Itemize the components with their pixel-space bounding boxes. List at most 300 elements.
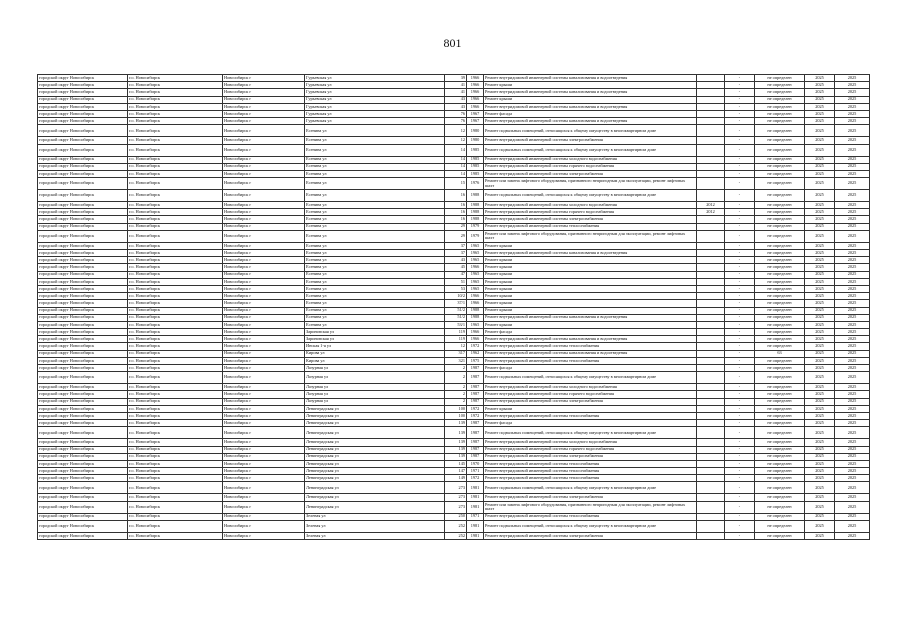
build-year-cell: 1970 <box>467 460 484 467</box>
district-cell: городской округ Новосибирск <box>38 453 128 460</box>
house-number-cell: 12 <box>445 343 467 350</box>
dash-cell: - <box>725 190 755 202</box>
plan-start-year-cell: 2025 <box>805 439 835 446</box>
settlement-cell: г.о. Новосибирск <box>128 391 223 398</box>
plan-start-year-cell: 2025 <box>805 357 835 364</box>
plan-start-year-cell: 2025 <box>805 482 835 494</box>
plan-end-year-cell: 2025 <box>835 223 870 230</box>
plan-start-year-cell: 2025 <box>805 501 835 513</box>
work-type-cell: Ремонт внутридомовой инженерной системы холодного водоснабжения <box>484 202 697 209</box>
house-number-cell: 147 <box>445 468 467 475</box>
plan-end-year-cell: 2025 <box>835 343 870 350</box>
city-cell: Новосибирск г <box>223 96 305 103</box>
capital-repair-table <box>37 74 870 540</box>
house-number-cell: 2 <box>445 372 467 384</box>
status-cell: не определен <box>755 202 805 209</box>
plan-end-year-cell: 2025 <box>835 482 870 494</box>
street-cell: Ленинградская ул <box>305 468 445 475</box>
table-row <box>38 321 870 328</box>
last-repair-year-cell <box>697 314 725 321</box>
district-cell: городской округ Новосибирск <box>38 307 128 314</box>
status-cell: не определен <box>755 257 805 264</box>
last-repair-year-cell <box>697 520 725 532</box>
table-row <box>38 125 870 137</box>
plan-start-year-cell: 2025 <box>805 475 835 482</box>
dash-cell: - <box>725 336 755 343</box>
table-row <box>38 307 870 314</box>
district-cell: городской округ Новосибирск <box>38 278 128 285</box>
house-number-cell: 252 <box>445 520 467 532</box>
street-cell: Зеленая ул <box>305 513 445 520</box>
status-cell: не определен <box>755 412 805 419</box>
street-cell: Есенина ул <box>305 170 445 177</box>
street-cell: Есенина ул <box>305 250 445 257</box>
plan-start-year-cell: 2025 <box>805 307 835 314</box>
city-cell: Новосибирск г <box>223 384 305 391</box>
work-type-cell: Ремонт крыши <box>484 300 697 307</box>
plan-end-year-cell: 2025 <box>835 427 870 439</box>
dash-cell: - <box>725 453 755 460</box>
last-repair-year-cell <box>697 223 725 230</box>
build-year-cell: 1987 <box>467 384 484 391</box>
build-year-cell: 1966 <box>467 293 484 300</box>
dash-cell: - <box>725 293 755 300</box>
plan-end-year-cell: 2025 <box>835 216 870 223</box>
settlement-cell: г.о. Новосибирск <box>128 501 223 513</box>
last-repair-year-cell <box>697 118 725 125</box>
build-year-cell: 1987 <box>467 420 484 427</box>
table-row <box>38 163 870 170</box>
last-repair-year-cell <box>697 285 725 292</box>
district-cell: городской округ Новосибирск <box>38 329 128 336</box>
work-type-cell: Ремонт крыши <box>484 405 697 412</box>
settlement-cell: г.о. Новосибирск <box>128 384 223 391</box>
last-repair-year-cell <box>697 178 725 190</box>
dash-cell: - <box>725 156 755 163</box>
district-cell: городской округ Новосибирск <box>38 137 128 144</box>
street-cell: Лазурная ул <box>305 391 445 398</box>
build-year-cell: 1966 <box>467 329 484 336</box>
plan-start-year-cell: 2025 <box>805 446 835 453</box>
settlement-cell: г.о. Новосибирск <box>128 460 223 467</box>
status-cell: не определен <box>755 190 805 202</box>
plan-start-year-cell: 2025 <box>805 156 835 163</box>
last-repair-year-cell <box>697 190 725 202</box>
city-cell: Новосибирск г <box>223 118 305 125</box>
city-cell: Новосибирск г <box>223 494 305 501</box>
city-cell: Новосибирск г <box>223 216 305 223</box>
city-cell: Новосибирск г <box>223 314 305 321</box>
build-year-cell: 1972 <box>467 343 484 350</box>
district-cell: городской округ Новосибирск <box>38 202 128 209</box>
city-cell: Новосибирск г <box>223 242 305 249</box>
work-type-cell: Ремонт внутридомовой инженерной системы канализования и водоотведения <box>484 250 697 257</box>
status-cell: не определен <box>755 321 805 328</box>
plan-start-year-cell: 2025 <box>805 420 835 427</box>
dash-cell: - <box>725 250 755 257</box>
settlement-cell: г.о. Новосибирск <box>128 372 223 384</box>
build-year-cell: 1979 <box>467 230 484 242</box>
district-cell: городской округ Новосибирск <box>38 482 128 494</box>
district-cell: городской округ Новосибирск <box>38 293 128 300</box>
last-repair-year-cell <box>697 384 725 391</box>
district-cell: городской округ Новосибирск <box>38 96 128 103</box>
table-row <box>38 329 870 336</box>
house-number-cell: 2 <box>445 365 467 372</box>
plan-start-year-cell: 2025 <box>805 144 835 156</box>
settlement-cell: г.о. Новосибирск <box>128 453 223 460</box>
street-cell: Кирова ул <box>305 357 445 364</box>
table-row <box>38 223 870 230</box>
status-cell: не определен <box>755 103 805 110</box>
table-row <box>38 242 870 249</box>
last-repair-year-cell <box>697 372 725 384</box>
work-type-cell: Ремонт внутридомовой инженерной системы горячего водоснабжения <box>484 209 697 216</box>
last-repair-year-cell <box>697 336 725 343</box>
status-cell: не определен <box>755 475 805 482</box>
status-cell: не определен <box>755 372 805 384</box>
district-cell: городской округ Новосибирск <box>38 300 128 307</box>
status-cell: не определен <box>755 336 805 343</box>
street-cell: Ленинградская ул <box>305 453 445 460</box>
plan-end-year-cell: 2025 <box>835 82 870 89</box>
table-row <box>38 513 870 520</box>
dash-cell: - <box>725 209 755 216</box>
settlement-cell: г.о. Новосибирск <box>128 285 223 292</box>
settlement-cell: г.о. Новосибирск <box>128 350 223 357</box>
dash-cell: - <box>725 532 755 539</box>
house-number-cell: 2 <box>445 398 467 405</box>
district-cell: городской округ Новосибирск <box>38 285 128 292</box>
street-cell: Есенина ул <box>305 242 445 249</box>
status-cell: не определен <box>755 242 805 249</box>
district-cell: городской округ Новосибирск <box>38 427 128 439</box>
table-row <box>38 170 870 177</box>
settlement-cell: г.о. Новосибирск <box>128 405 223 412</box>
build-year-cell: 1976 <box>467 178 484 190</box>
city-cell: Новосибирск г <box>223 329 305 336</box>
status-cell: не определен <box>755 82 805 89</box>
capital-repair-table-container <box>37 74 869 540</box>
last-repair-year-cell <box>697 501 725 513</box>
district-cell: городской округ Новосибирск <box>38 446 128 453</box>
dash-cell: - <box>725 264 755 271</box>
status-cell: не определен <box>755 446 805 453</box>
table-row <box>38 230 870 242</box>
city-cell: Новосибирск г <box>223 178 305 190</box>
dash-cell: - <box>725 350 755 357</box>
dash-cell: - <box>725 170 755 177</box>
plan-end-year-cell: 2025 <box>835 420 870 427</box>
street-cell: Ленинградская ул <box>305 501 445 513</box>
house-number-cell: 16 <box>445 202 467 209</box>
settlement-cell: г.о. Новосибирск <box>128 446 223 453</box>
house-number-cell: 43 <box>445 257 467 264</box>
plan-start-year-cell: 2025 <box>805 278 835 285</box>
status-cell: не определен <box>755 223 805 230</box>
settlement-cell: г.о. Новосибирск <box>128 532 223 539</box>
table-row <box>38 501 870 513</box>
work-type-cell: Ремонт фасада <box>484 365 697 372</box>
work-type-cell: Ремонт внутридомовой инженерной системы теплоснабжения <box>484 357 697 364</box>
table-row <box>38 446 870 453</box>
build-year-cell: 1988 <box>467 202 484 209</box>
last-repair-year-cell <box>697 242 725 249</box>
build-year-cell: 1985 <box>467 156 484 163</box>
status-cell: не определен <box>755 125 805 137</box>
city-cell: Новосибирск г <box>223 398 305 405</box>
street-cell: Гурьевская ул <box>305 103 445 110</box>
status-cell: не определен <box>755 156 805 163</box>
street-cell: Ленинградская ул <box>305 494 445 501</box>
settlement-cell: г.о. Новосибирск <box>128 223 223 230</box>
district-cell: городской округ Новосибирск <box>38 209 128 216</box>
settlement-cell: г.о. Новосибирск <box>128 513 223 520</box>
plan-end-year-cell: 2025 <box>835 475 870 482</box>
work-type-cell: Ремонт крыши <box>484 307 697 314</box>
district-cell: городской округ Новосибирск <box>38 271 128 278</box>
dash-cell: - <box>725 96 755 103</box>
plan-end-year-cell: 2025 <box>835 118 870 125</box>
last-repair-year-cell <box>697 350 725 357</box>
settlement-cell: г.о. Новосибирск <box>128 365 223 372</box>
city-cell: Новосибирск г <box>223 190 305 202</box>
street-cell: Ленинградская ул <box>305 427 445 439</box>
settlement-cell: г.о. Новосибирск <box>128 125 223 137</box>
status-cell: не определен <box>755 427 805 439</box>
status-cell: не определен <box>755 420 805 427</box>
table-row <box>38 372 870 384</box>
city-cell: Новосибирск г <box>223 365 305 372</box>
build-year-cell: 1987 <box>467 391 484 398</box>
last-repair-year-cell <box>697 96 725 103</box>
work-type-cell: Ремонт внутридомовой инженерной системы горячего водоснабжения <box>484 446 697 453</box>
last-repair-year-cell <box>697 216 725 223</box>
last-repair-year-cell: 2012 <box>697 209 725 216</box>
street-cell: Есенина ул <box>305 178 445 190</box>
plan-end-year-cell: 2025 <box>835 137 870 144</box>
work-type-cell: Ремонт внутридомовой инженерной системы теплоснабжения <box>484 468 697 475</box>
settlement-cell: г.о. Новосибирск <box>128 278 223 285</box>
dash-cell: - <box>725 314 755 321</box>
build-year-cell: 1980 <box>467 125 484 137</box>
status-cell: не определен <box>755 343 805 350</box>
city-cell: Новосибирск г <box>223 372 305 384</box>
work-type-cell: Ремонт внутридомовой инженерной системы холодного водоснабжения <box>484 156 697 163</box>
build-year-cell: 1972 <box>467 475 484 482</box>
street-cell: Есенина ул <box>305 190 445 202</box>
plan-start-year-cell: 2025 <box>805 271 835 278</box>
status-cell: не определен <box>755 271 805 278</box>
work-type-cell: Ремонт внутридомовой инженерной системы канализования и водоотведения <box>484 75 697 82</box>
settlement-cell: г.о. Новосибирск <box>128 271 223 278</box>
last-repair-year-cell <box>697 125 725 137</box>
build-year-cell: 1966 <box>467 103 484 110</box>
street-cell: Ленинградская ул <box>305 439 445 446</box>
house-number-cell: 37 <box>445 242 467 249</box>
house-number-cell: 119 <box>445 336 467 343</box>
build-year-cell: 1972 <box>467 405 484 412</box>
district-cell: городской округ Новосибирск <box>38 405 128 412</box>
plan-end-year-cell: 2025 <box>835 365 870 372</box>
house-number-cell: 45 <box>445 264 467 271</box>
street-cell: Есенина ул <box>305 285 445 292</box>
work-type-cell: Ремонт внутридомовой инженерной системы холодного водоснабжения <box>484 439 697 446</box>
house-number-cell: 139 <box>445 427 467 439</box>
work-type-cell: Ремонт или замена лифтового оборудования, признанного непригодным для эксплуатации, ремонт лифтовых шахт <box>484 230 697 242</box>
work-type-cell: Ремонт внутридомовой инженерной системы канализования и водоотведения <box>484 336 697 343</box>
plan-start-year-cell: 2025 <box>805 89 835 96</box>
plan-end-year-cell: 2025 <box>835 501 870 513</box>
house-number-cell: 37 <box>445 250 467 257</box>
plan-end-year-cell: 2025 <box>835 357 870 364</box>
work-type-cell: Ремонт подвальных помещений, относящихся к общему имуществу в многоквартирном доме <box>484 372 697 384</box>
plan-end-year-cell: 2025 <box>835 250 870 257</box>
status-cell: не определен <box>755 118 805 125</box>
last-repair-year-cell <box>697 357 725 364</box>
work-type-cell: Ремонт внутридомовой инженерной системы холодного водоснабжения <box>484 384 697 391</box>
status-cell: не определен <box>755 216 805 223</box>
plan-end-year-cell: 2025 <box>835 230 870 242</box>
district-cell: городской округ Новосибирск <box>38 314 128 321</box>
district-cell: городской округ Новосибирск <box>38 439 128 446</box>
plan-end-year-cell: 2025 <box>835 163 870 170</box>
dash-cell: - <box>725 300 755 307</box>
district-cell: городской округ Новосибирск <box>38 264 128 271</box>
house-number-cell: 10/2 <box>445 293 467 300</box>
table-row <box>38 293 870 300</box>
city-cell: Новосибирск г <box>223 520 305 532</box>
house-number-cell: 29 <box>445 230 467 242</box>
plan-end-year-cell: 2025 <box>835 125 870 137</box>
work-type-cell: Ремонт внутридомовой инженерной системы теплоснабжения <box>484 412 697 419</box>
house-number-cell: 16 <box>445 216 467 223</box>
city-cell: Новосибирск г <box>223 343 305 350</box>
city-cell: Новосибирск г <box>223 513 305 520</box>
settlement-cell: г.о. Новосибирск <box>128 357 223 364</box>
dash-cell: - <box>725 75 755 82</box>
settlement-cell: г.о. Новосибирск <box>128 250 223 257</box>
table-row <box>38 278 870 285</box>
city-cell: Новосибирск г <box>223 163 305 170</box>
work-type-cell: Ремонт крыши <box>484 96 697 103</box>
last-repair-year-cell <box>697 427 725 439</box>
plan-end-year-cell: 2025 <box>835 257 870 264</box>
table-row <box>38 285 870 292</box>
plan-start-year-cell: 2025 <box>805 453 835 460</box>
last-repair-year-cell <box>697 103 725 110</box>
build-year-cell: 1988 <box>467 314 484 321</box>
district-cell: городской округ Новосибирск <box>38 343 128 350</box>
city-cell: Новосибирск г <box>223 257 305 264</box>
city-cell: Новосибирск г <box>223 357 305 364</box>
street-cell: Есенина ул <box>305 321 445 328</box>
city-cell: Новосибирск г <box>223 271 305 278</box>
dash-cell: - <box>725 427 755 439</box>
table-row <box>38 468 870 475</box>
settlement-cell: г.о. Новосибирск <box>128 482 223 494</box>
dash-cell: - <box>725 89 755 96</box>
build-year-cell: 1987 <box>467 453 484 460</box>
build-year-cell: 1980 <box>467 137 484 144</box>
dash-cell: - <box>725 163 755 170</box>
house-number-cell: 51 <box>445 278 467 285</box>
city-cell: Новосибирск г <box>223 89 305 96</box>
dash-cell: - <box>725 475 755 482</box>
plan-start-year-cell: 2025 <box>805 170 835 177</box>
district-cell: городской округ Новосибирск <box>38 460 128 467</box>
house-number-cell: 37/1 <box>445 300 467 307</box>
settlement-cell: г.о. Новосибирск <box>128 264 223 271</box>
build-year-cell: 1987 <box>467 427 484 439</box>
house-number-cell: 321 <box>445 357 467 364</box>
build-year-cell: 1967 <box>467 118 484 125</box>
plan-start-year-cell: 2025 <box>805 209 835 216</box>
street-cell: Лазурная ул <box>305 384 445 391</box>
house-number-cell: 14 <box>445 163 467 170</box>
house-number-cell: 51/2 <box>445 314 467 321</box>
plan-end-year-cell: 2025 <box>835 96 870 103</box>
status-cell: не определен <box>755 384 805 391</box>
dash-cell: - <box>725 520 755 532</box>
city-cell: Новосибирск г <box>223 501 305 513</box>
last-repair-year-cell <box>697 82 725 89</box>
dash-cell: - <box>725 482 755 494</box>
district-cell: городской округ Новосибирск <box>38 125 128 137</box>
district-cell: городской округ Новосибирск <box>38 398 128 405</box>
house-number-cell: 119 <box>445 329 467 336</box>
dash-cell: - <box>725 468 755 475</box>
plan-end-year-cell: 2025 <box>835 278 870 285</box>
house-number-cell: 100 <box>445 405 467 412</box>
build-year-cell: 1966 <box>467 336 484 343</box>
settlement-cell: г.о. Новосибирск <box>128 314 223 321</box>
city-cell: Новосибирск г <box>223 264 305 271</box>
build-year-cell: 1965 <box>467 242 484 249</box>
city-cell: Новосибирск г <box>223 439 305 446</box>
street-cell: Есенина ул <box>305 209 445 216</box>
plan-end-year-cell: 2025 <box>835 520 870 532</box>
district-cell: городской округ Новосибирск <box>38 163 128 170</box>
plan-start-year-cell: 2025 <box>805 336 835 343</box>
table-row <box>38 118 870 125</box>
build-year-cell: 1979 <box>467 223 484 230</box>
plan-start-year-cell: 2025 <box>805 257 835 264</box>
status-cell: не определен <box>755 170 805 177</box>
work-type-cell: Ремонт внутридомовой инженерной системы канализования и водоотведения <box>484 89 697 96</box>
status-cell: не определен <box>755 453 805 460</box>
plan-start-year-cell: 2025 <box>805 460 835 467</box>
house-number-cell: 12 <box>445 125 467 137</box>
city-cell: Новосибирск г <box>223 336 305 343</box>
last-repair-year-cell <box>697 475 725 482</box>
work-type-cell: Ремонт подвальных помещений, относящихся к общему имуществу в многоквартирном доме <box>484 144 697 156</box>
table-row <box>38 405 870 412</box>
house-number-cell: 14 <box>445 144 467 156</box>
status-cell: не определен <box>755 293 805 300</box>
plan-end-year-cell: 2025 <box>835 110 870 117</box>
street-cell: Есенина ул <box>305 300 445 307</box>
plan-start-year-cell: 2025 <box>805 110 835 117</box>
settlement-cell: г.о. Новосибирск <box>128 209 223 216</box>
status-cell: не определен <box>755 329 805 336</box>
settlement-cell: г.о. Новосибирск <box>128 321 223 328</box>
house-number-cell: 145 <box>445 460 467 467</box>
plan-end-year-cell: 2025 <box>835 513 870 520</box>
city-cell: Новосибирск г <box>223 202 305 209</box>
last-repair-year-cell <box>697 257 725 264</box>
city-cell: Новосибирск г <box>223 137 305 144</box>
